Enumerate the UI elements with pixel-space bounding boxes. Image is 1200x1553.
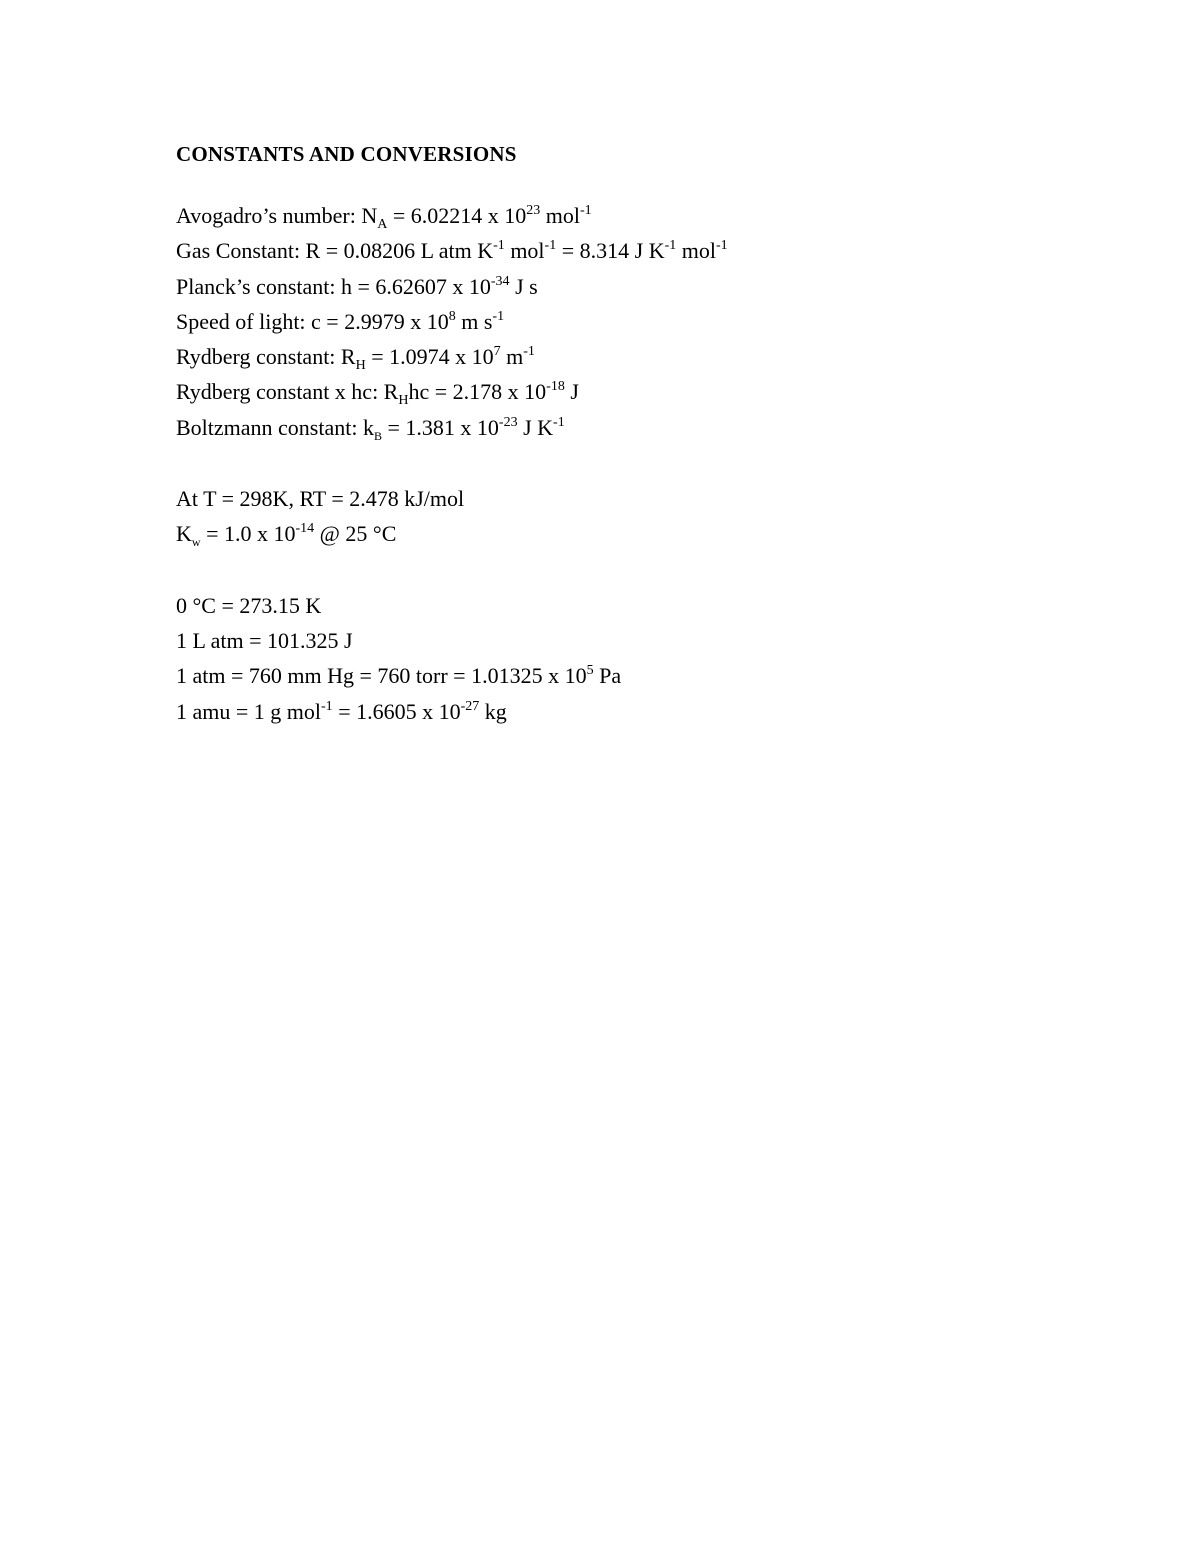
page-title: CONSTANTS AND CONVERSIONS: [176, 142, 517, 166]
rydberg-line: [176, 339, 1076, 374]
constants-group: [176, 198, 1076, 445]
atm-lead: 1 atm = 760 mm Hg = 760 torr = 1.01325 x 10: [176, 663, 587, 689]
light-lead: Speed of light: c = 2.9979 x 10: [176, 308, 449, 334]
light-unit: m s: [455, 308, 493, 334]
rydberg-lead: Rydberg constant: R: [176, 344, 356, 370]
conditions-group: [176, 481, 1076, 552]
kw-tail: @ 25 °C: [314, 521, 397, 547]
amu-exp-1: -1: [321, 698, 333, 714]
boltzmann-lead: Boltzmann constant: k: [176, 414, 374, 440]
boltzmann-unit-exponent: -1: [553, 414, 565, 430]
rydberg-hc-value: hc = 2.178 x 10: [408, 379, 547, 405]
rydberg-value: = 1.0974 x 10: [365, 344, 494, 370]
avogadro-exponent: 23: [526, 203, 541, 218]
rydberg-hc-exponent: -18: [546, 379, 565, 395]
kw-subscript: w: [191, 535, 201, 550]
kw-exponent: -14: [295, 521, 315, 537]
speed-of-light-line: [176, 304, 1076, 339]
avogadro-unit-exponent: -1: [580, 203, 592, 218]
gas-exp-2: -1: [544, 238, 557, 254]
boltzmann-exponent: -23: [498, 414, 518, 430]
rt-line: At T = 298K, RT = 2.478 kJ/mol: [176, 486, 465, 512]
gas-text-1: mol: [504, 238, 545, 264]
amu-tail: kg: [479, 698, 507, 724]
amu-lead: 1 amu = 1 g mol: [176, 698, 322, 724]
rydberg-unit: m: [500, 344, 524, 370]
gas-constant-line: [176, 233, 1076, 268]
planck-unit: J s: [509, 273, 538, 299]
document-page: [176, 138, 1076, 765]
rydberg-unit-exponent: -1: [523, 344, 535, 360]
conversions-group: [176, 588, 1076, 729]
gas-text-3: mol: [676, 238, 716, 264]
boltzmann-line: [176, 410, 1076, 445]
avogadro-line: [176, 198, 1076, 233]
avogadro-subscript: A: [377, 217, 388, 232]
planck-exponent: -34: [490, 273, 510, 289]
boltzmann-unit: J K: [517, 414, 554, 440]
kw-lead: K: [176, 521, 192, 547]
atm-exponent: 5: [586, 663, 594, 679]
planck-line: [176, 269, 1076, 304]
rydberg-hc-line: [176, 374, 1076, 409]
avogadro-unit: mol: [540, 203, 581, 228]
planck-lead: Planck’s constant: h = 6.62607 x 10: [176, 273, 491, 299]
boltzmann-subscript: B: [373, 428, 382, 443]
light-exponent: 8: [448, 308, 456, 324]
amu-line: [176, 694, 1076, 729]
atm-line: [176, 658, 1076, 693]
latm-line: 1 L atm = 101.325 J: [176, 627, 353, 653]
amu-value: = 1.6605 x 10: [332, 698, 461, 724]
rydberg-hc-subscript: H: [398, 393, 409, 409]
gas-constant-lead: Gas Constant: R = 0.08206 L atm K: [176, 238, 494, 264]
gas-exp-3: -1: [664, 238, 677, 254]
avogadro-lead: Avogadro’s number: N: [176, 203, 378, 228]
gas-exp-1: -1: [493, 238, 505, 254]
rydberg-hc-unit: J: [564, 379, 579, 405]
celsius-line: 0 °C = 273.15 K: [176, 592, 322, 618]
light-unit-exponent: -1: [492, 308, 505, 324]
amu-exp-2: -27: [460, 698, 480, 714]
kw-line: [176, 516, 1076, 551]
gas-exp-4: -1: [715, 238, 728, 254]
avogadro-value: = 6.02214 x 10: [387, 203, 527, 228]
boltzmann-value: = 1.381 x 10: [381, 414, 499, 440]
rydberg-subscript: H: [355, 358, 366, 374]
atm-tail: Pa: [593, 663, 622, 689]
rydberg-exponent: 7: [493, 344, 501, 360]
gas-text-2: = 8.314 J K: [556, 238, 665, 264]
kw-value: = 1.0 x 10: [200, 521, 296, 547]
rydberg-hc-lead: Rydberg constant x hc: R: [176, 379, 399, 405]
